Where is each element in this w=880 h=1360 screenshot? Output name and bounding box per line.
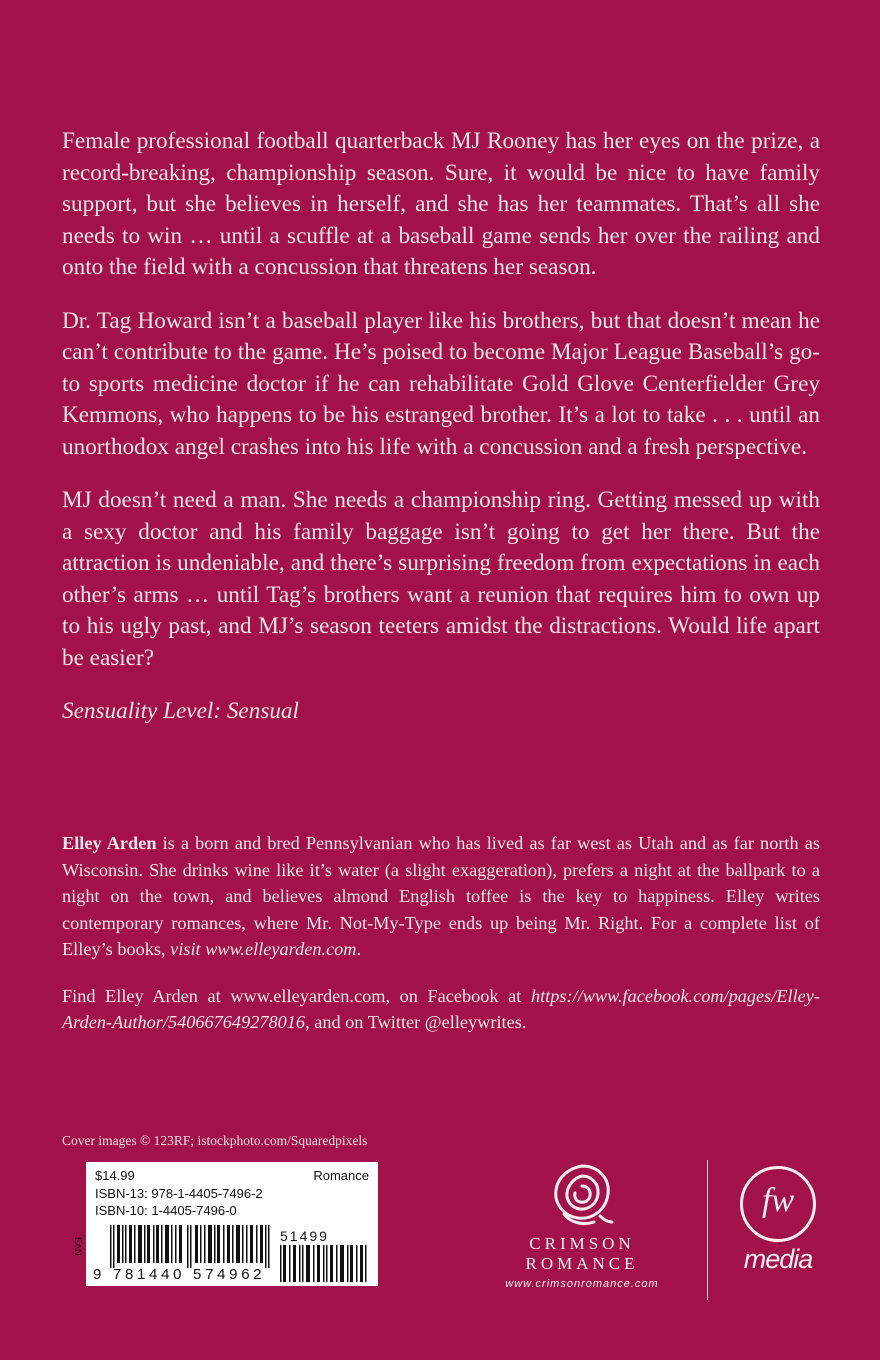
fw-letters: fw (761, 1182, 795, 1219)
facebook-link[interactable]: https://www.facebook.com/pages/Elley-Arden-Author/540667649278016 (62, 985, 820, 1032)
ean-barcode (110, 1225, 270, 1268)
author-name: Elley Arden (62, 833, 157, 853)
contact-suffix: , and on Twitter @elleywrites. (305, 1012, 527, 1032)
fw-circle-icon (740, 1166, 816, 1242)
contact-prefix: Find Elley Arden at www.elleyarden.com, on Facebook at (62, 985, 531, 1006)
addon-barcode (280, 1245, 368, 1282)
author-website-link[interactable]: visit www.elleyarden.com (170, 939, 357, 959)
barcode-digits: 9 781440 574962 (93, 1266, 266, 1283)
blurb-paragraph-3: MJ doesn’t need a man. She needs a championship ring. Getting messed up with a sexy doctor and his family baggage isn’t going to get her there. But the attraction is undeniable, and there’s surprising freedom from expectations in each other’s arms … until Tag’s brothers want a reunion that requires him to own up to his ugly past, and MJ’s season teeters amidst the distractions. Would life apart be easier? (62, 487, 820, 671)
author-bio-text: is a born and bred Pennsylvanian who has lived as far west as Utah and as far north as Wisconsin. She drinks wine like it’s water (a slight exaggeration), prefers a night at the ballpark to a night on the town, and believes almond English toffee is the key to happiness. Elley writes contemporary romances, where Mr. Not-My-Type ends up being Mr. Right. For a complete list of Elley’s books, (62, 833, 820, 959)
price-addon-code: 51499 (280, 1228, 329, 1244)
barcode-box (73, 1162, 378, 1286)
isbn-13: ISBN-13: 978-1-4405-7496-2 (95, 1186, 263, 1201)
publisher-url: www.crimsonromance.com (505, 1278, 659, 1290)
logo-divider (707, 1160, 708, 1300)
rose-icon (546, 1158, 618, 1230)
fw-media-logo (734, 1166, 822, 1275)
publisher-name-line1: CRIMSON (529, 1234, 635, 1253)
blurb-paragraph-1: Female professional football quarterback MJ Rooney has her eyes on the prize, a record-breaking, championship season. Sure, it would be nice to have family support, but she believes in herself, and she has her teammates. That’s all she needs to win … until a scuffle at a baseball game sends her over the railing and onto the field with a concussion that threatens her season. (62, 128, 820, 280)
isbn-10: ISBN-10: 1-4405-7496-0 (95, 1203, 237, 1218)
fw-media-wordmark: media (743, 1244, 813, 1274)
genre-label: Romance (313, 1168, 369, 1183)
price: $14.99 (95, 1168, 135, 1183)
author-bio (62, 830, 820, 1056)
blurb-paragraph-2: Dr. Tag Howard isn’t a baseball player like his brothers, but that doesn’t mean he can’t contribute to the game. He’s poised to become Major League Baseball’s go-to sports medicine doctor if he can rehabilitate Gold Glove Centerfielder Grey Kemmons, who happens to be his estranged brother. It’s a lot to take . . . until an unorthodox angel crashes into his life with a concussion and a fresh perspective. (62, 307, 820, 460)
bio-end: . (356, 939, 362, 959)
book-blurb (62, 126, 820, 750)
crimson-romance-logo (496, 1158, 668, 1290)
ean-label: EAN (73, 1237, 83, 1256)
publisher-name-line2: ROMANCE (525, 1254, 639, 1273)
sensuality-level: Sensuality Level: Sensual (62, 698, 299, 724)
author-contact-paragraph (62, 983, 820, 1036)
cover-credits: Cover images © 123RF; istockphoto.com/Squaredpixels (62, 1133, 368, 1148)
author-bio-paragraph (62, 830, 820, 963)
